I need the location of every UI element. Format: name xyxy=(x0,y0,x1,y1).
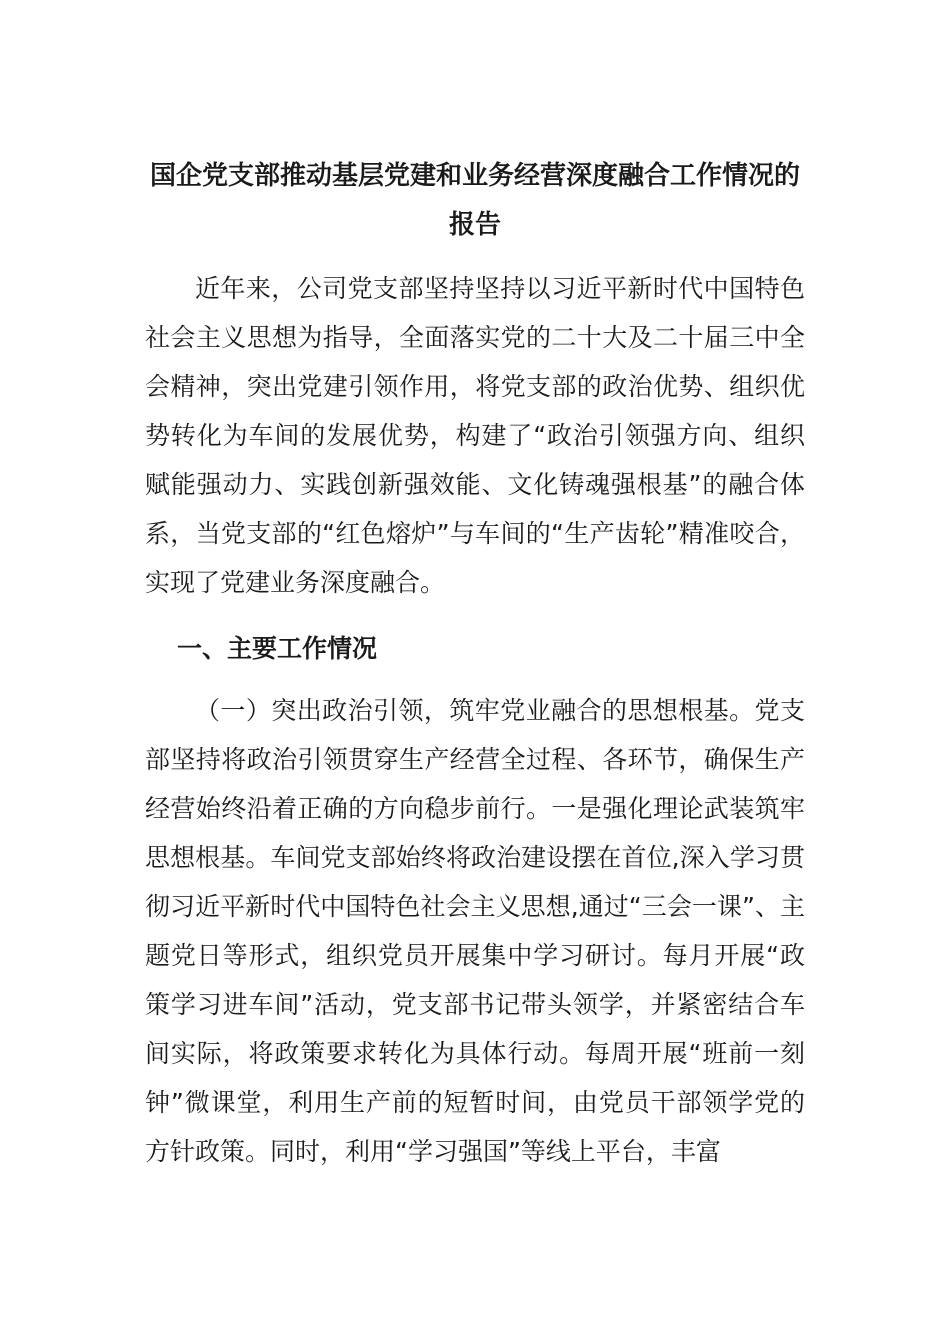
document-title: 国企党支部推动基层党建和业务经营深度融合工作情况的报告 xyxy=(149,161,800,240)
section-heading: 一、主要工作情况 xyxy=(177,634,378,663)
intro-paragraph: 近年来，公司党支部坚持坚持以习近平新时代中国特色社会主义思想为指导，全面落实党的二十大及二十届三中全会精神，突出党建引领作用，将党支部的政治优势、组织优势转化为车间的发展优势，构建了“政治引领强方向、组织赋能强动力、实践创新强效能、文化铸魂强根基”的融合体系，当党支部的“红色熔炉”与车间的“生产齿轮”精准咬合，实现了党建业务深度融合。 xyxy=(145,274,805,597)
section-paragraph: （一）突出政治引领，筑牢党业融合的思想根基。党支部坚持将政治引领贯穿生产经营全过程、各环节，确保生产经营始终沿着正确的方向稳步前行。一是强化理论武装筑牢思想根基。车间党支部始终将政治建设摆在首位,深入学习贯彻习近平新时代中国特色社会主义思想,通过“三会一课”、主题党日等形式，组织党员开展集中学习研讨。每月开展“政策学习进车间”活动，党支部书记带头领学，并紧密结合车间实际，将政策要求转化为具体行动。每周开展“班前一刻钟”微课堂，利用生产前的短暂时间，由党员干部领学党的方针政策。同时，利用“学习强国”等线上平台，丰富 xyxy=(145,696,805,1166)
